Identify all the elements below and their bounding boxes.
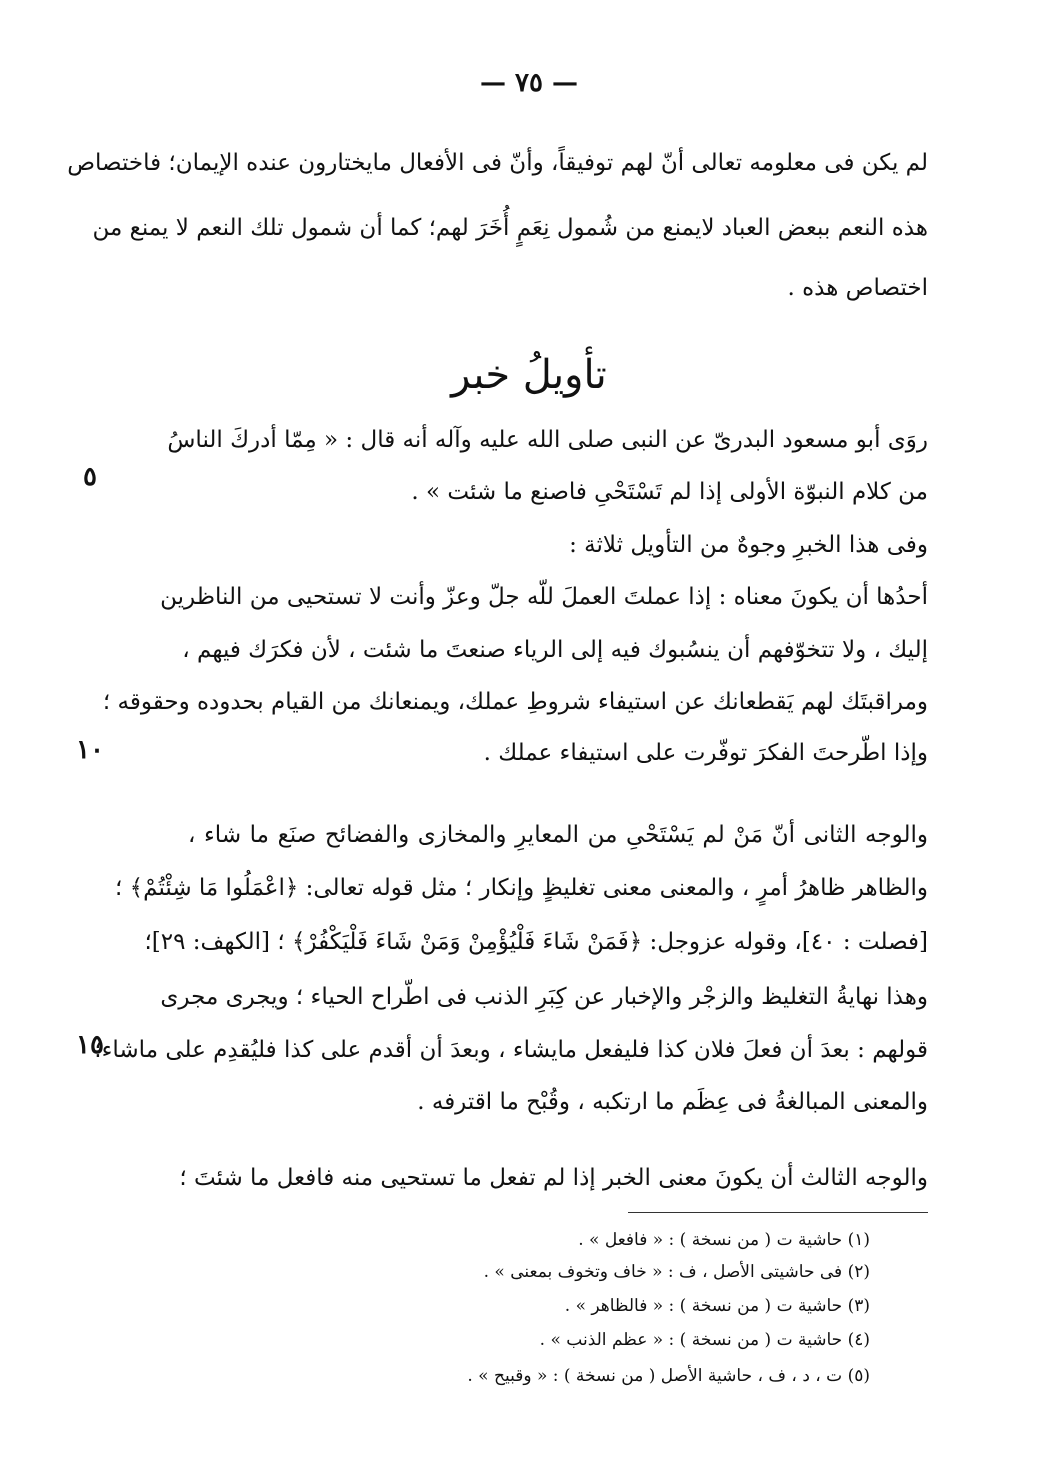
body-line-6: ومراقبتَك لهم يَقطعانك عن استيفاء شروطِ عملك، ويمنعانك من القيام بحدوده وحقوقه ؛ (102, 689, 928, 715)
body-line-3: وفى هذا الخبرِ وجوهٌ من التأويل ثلاثة : (569, 532, 928, 558)
margin-line-number-5: ٥ (83, 462, 97, 492)
body-line-2: من كلام النبوّة الأولى إذا لم تَسْتَحْىِ فاصنع ما شئت » . (411, 479, 928, 505)
body-line-11: وهذا نهايةُ التغليظ والزجْر والإخبار عن كِبَرِ الذنب فى اطّراح الحياء ؛ ويجرى مجرى (160, 984, 928, 1010)
intro-line-2: هذه النعم ببعض العباد لايمنع من شُمول نِعَمٍ أُخَرَ لهم؛ كما أن شمول تلك النعم لا يمنع من (92, 215, 928, 241)
body-line-4: أحدُها أن يكونَ معناه : إذا عملتَ العملَ للّه جلّ وعزّ وأنت لا تستحيى من الناظرين (160, 584, 928, 610)
footnote-4: (٤) حاشية ت ( من نسخة ) : « عظم الذنب » . (539, 1330, 870, 1350)
margin-line-number-15: ١٥ (76, 1030, 104, 1060)
footnote-separator (628, 1212, 928, 1213)
body-line-1: روَى أبو مسعود البدرىّ عن النبى صلى الله عليه وآله أنه قال : « مِمّا أدركَ الناسُ (167, 427, 928, 453)
footnote-2: (٢) فى حاشيتى الأصل ، ف : « خاف وتخوف بمعنى » . (483, 1262, 870, 1282)
intro-line-3: اختصاص هذه . (787, 275, 928, 301)
page-number: — ٧٥ — (479, 68, 579, 98)
footnote-1: (١) حاشية ت ( من نسخة ) : « فافعل » . (578, 1230, 870, 1250)
body-line-12: قولهم : بعدَ أن فعلَ فلان كذا فليفعل مايشاء ، وبعدَ أن أقدم على كذا فليُقدِم على ماشاء؛ (94, 1037, 928, 1063)
body-line-14: والوجه الثالث أن يكونَ معنى الخبر إذا لم تفعل ما تستحيى منه فافعل ما شئتَ ؛ (179, 1165, 928, 1191)
body-line-7: وإذا اطّرحتَ الفكرَ توفّرت على استيفاء عملك . (483, 740, 928, 766)
footnote-3: (٣) حاشية ت ( من نسخة ) : « فالظاهر » . (564, 1296, 870, 1316)
body-line-10: [فصلت : ٤٠]، وقوله عزوجل: ﴿فَمَنْ شَاءَ فَلْيُؤْمِنْ وَمَنْ شَاءَ فَلْيَكْفُرْ﴾ ؛ [الكهف: ٢٩]؛ (144, 929, 928, 955)
body-line-13: والمعنى المبالغةُ فى عِظَم ما ارتكبه ، وقُبْح ما اقترفه . (417, 1089, 928, 1115)
footnote-5: (٥) ت ، د ، ف ، حاشية الأصل ( من نسخة ) : « وقبيح » . (467, 1366, 870, 1386)
body-line-5: إليك ، ولا تتخوّفهم أن ينسُبوك فيه إلى الرياء صنعتَ ما شئت ، لأن فكرَك فيهم ، (182, 637, 928, 663)
section-heading: تأويلُ خبر (451, 352, 607, 398)
intro-line-1: لم يكن فى معلومه تعالى أنّ لهم توفيقاً، وأنّ فى الأفعال مايختارون عنده الإيمان؛ فاختصاص (67, 150, 928, 176)
body-line-9: والظاهر ظاهرُ أمرٍ ، والمعنى معنى تغليظٍ وإنكار ؛ مثل قوله تعالى: ﴿اعْمَلُوا مَا شِئْتُمْ﴾ ؛ (115, 875, 928, 901)
body-line-8: والوجه الثانى أنّ مَنْ لم يَسْتَحْىِ من المعايرِ والمخازى والفضائح صنَع ما شاء ، (188, 822, 928, 848)
margin-line-number-10: ١٠ (76, 735, 104, 765)
